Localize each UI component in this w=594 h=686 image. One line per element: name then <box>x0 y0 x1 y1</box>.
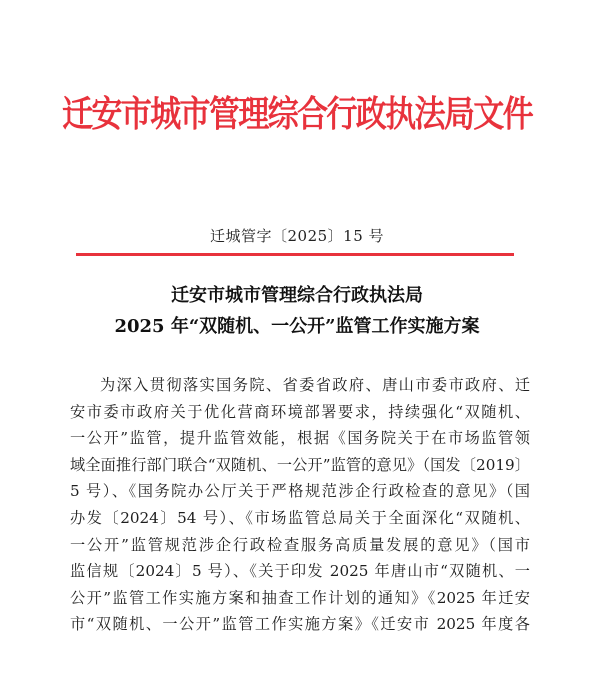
red-separator-line <box>76 253 514 256</box>
body-line: 域全面推行部门联合“双随机、一公开”监管的意见》（国发〔2019〕 <box>70 455 530 474</box>
body-line: 公开”监管工作实施方案和抽查工作计划的通知》《2025 年迁安 <box>70 588 530 607</box>
issuer-masthead-text: 迁安市城市管理综合行政执法局文件 <box>61 93 532 135</box>
body-line: 安市委市政府关于优化营商环境部署要求，持续强化“双随机、 <box>70 402 530 421</box>
body-line: 市“双随机、一公开”监管工作实施方案》《迁安市 2025 年度各 <box>70 615 530 634</box>
document-title-line-2: 2025 年“双随机、一公开”监管工作实施方案 <box>114 316 480 337</box>
document-number: 迁城管字〔2025〕15 号 <box>209 227 385 245</box>
body-line: 5 号）、《国务院办公厅关于严格规范涉企行政检查的意见》（国 <box>70 482 530 501</box>
body-line: 一公开”监管规范涉企行政检查服务高质量发展的意见》（国市 <box>70 535 530 554</box>
body-line: 办发〔2024〕54 号）、《市场监管总局关于全面深化“双随机、 <box>70 508 530 527</box>
document-title-line-1: 迁安市城市管理综合行政执法局 <box>171 285 423 306</box>
body-line: 为深入贯彻落实国务院、省委省政府、唐山市委市政府、迁 <box>100 376 530 394</box>
body-line: 一公开”监管，提升监管效能，根据《国务院关于在市场监管领 <box>70 429 530 448</box>
issuer-masthead <box>0 93 594 135</box>
document-body <box>70 372 530 638</box>
body-line: 监信规〔2024〕5 号）、《关于印发 2025 年唐山市“双随机、一 <box>70 562 530 581</box>
